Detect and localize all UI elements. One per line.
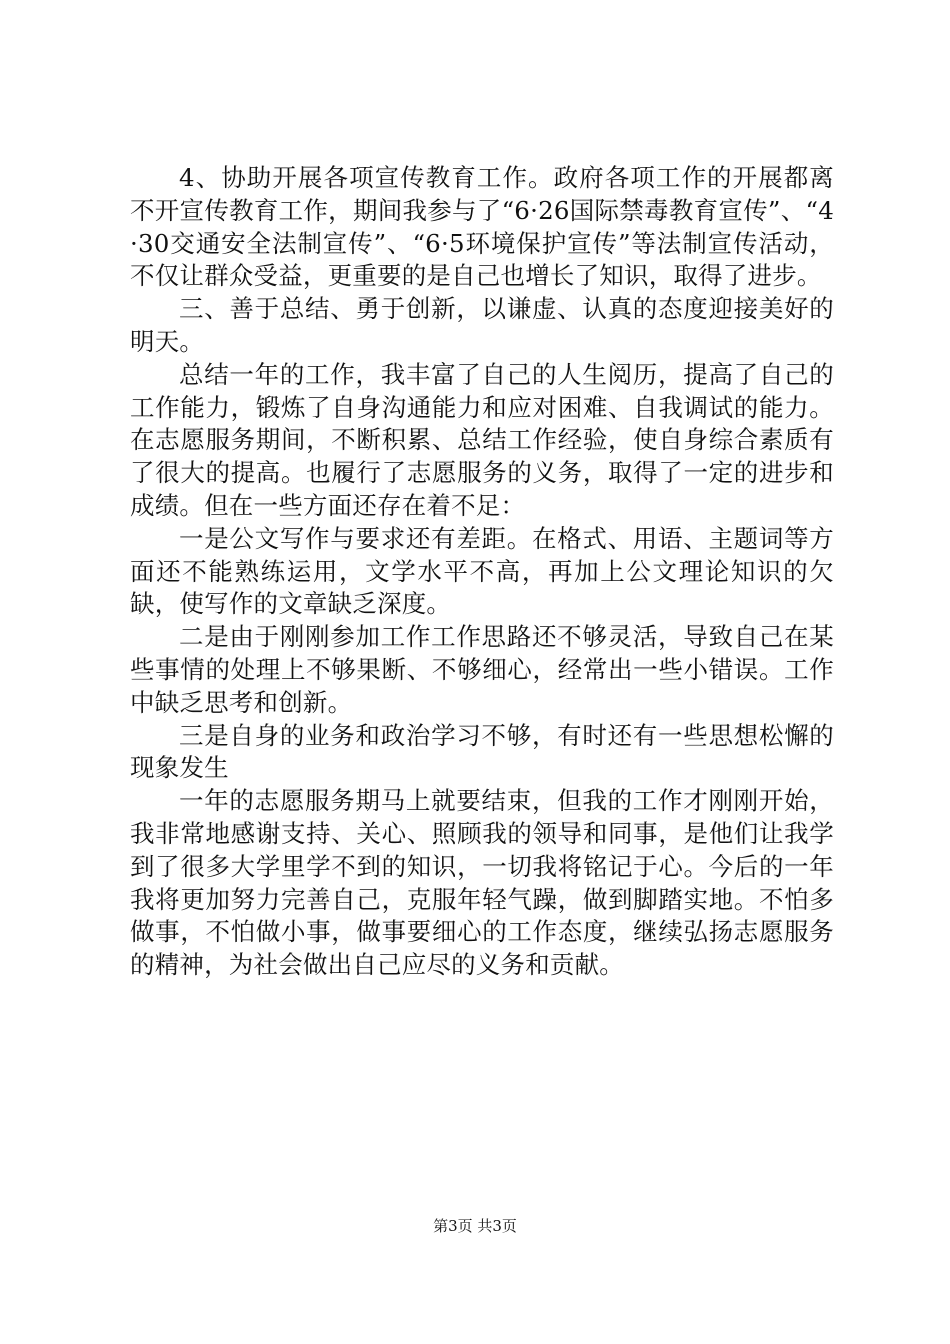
page-footer: 第3页 共3页 bbox=[433, 1217, 517, 1235]
paragraph-shortcoming-one: 一是公文写作与要求还有差距。在格式、用语、主题词等方面还不能熟练运用，文学水平不高，再加上公文理论知识的欠缺，使写作的文章缺乏深度。 bbox=[130, 523, 834, 619]
paragraph-closing: 一年的志愿服务期马上就要结束，但我的工作才刚刚开始，我非常地感谢支持、关心、照顾我的领导和同事，是他们让我学到了很多大学里学不到的知识，一切我将铭记于心。今后的一年我将更加努力完善自己，克服年轻气躁，做到脚踏实地。不怕多做事，不怕做小事，做事要细心的工作态度，继续弘扬志愿服务的精神，为社会做出自己应尽的义务和贡献。 bbox=[130, 786, 834, 980]
paragraph-section-three-heading: 三、善于总结、勇于创新，以谦虚、认真的态度迎接美好的明天。 bbox=[130, 294, 834, 356]
paragraph-shortcoming-three: 三是自身的业务和政治学习不够，有时还有一些思想松懈的现象发生 bbox=[130, 720, 834, 783]
paragraph-publicity-work: 4、协助开展各项宣传教育工作。政府各项工作的开展都离不开宣传教育工作，期间我参与了“6·26国际禁毒教育宣传”、“4·30交通安全法制宣传”、“6·5环境保护宣传”等法制宣传活动，不仅让群众受益，更重要的是自己也增长了知识，取得了进步。 bbox=[130, 163, 834, 291]
paragraph-year-summary: 总结一年的工作，我丰富了自己的人生阅历，提高了自己的工作能力，锻炼了自身沟通能力和应对困难、自我调试的能力。在志愿服务期间，不断积累、总结工作经验，使自身综合素质有了很大的提高。也履行了志愿服务的义务，取得了一定的进步和成绩。但在一些方面还存在着不足： bbox=[130, 359, 834, 520]
paragraph-shortcoming-two: 二是由于刚刚参加工作工作思路还不够灵活，导致自己在某些事情的处理上不够果断、不够细心，经常出一些小错误。工作中缺乏思考和创新。 bbox=[130, 622, 834, 717]
document-body bbox=[130, 162, 834, 982]
